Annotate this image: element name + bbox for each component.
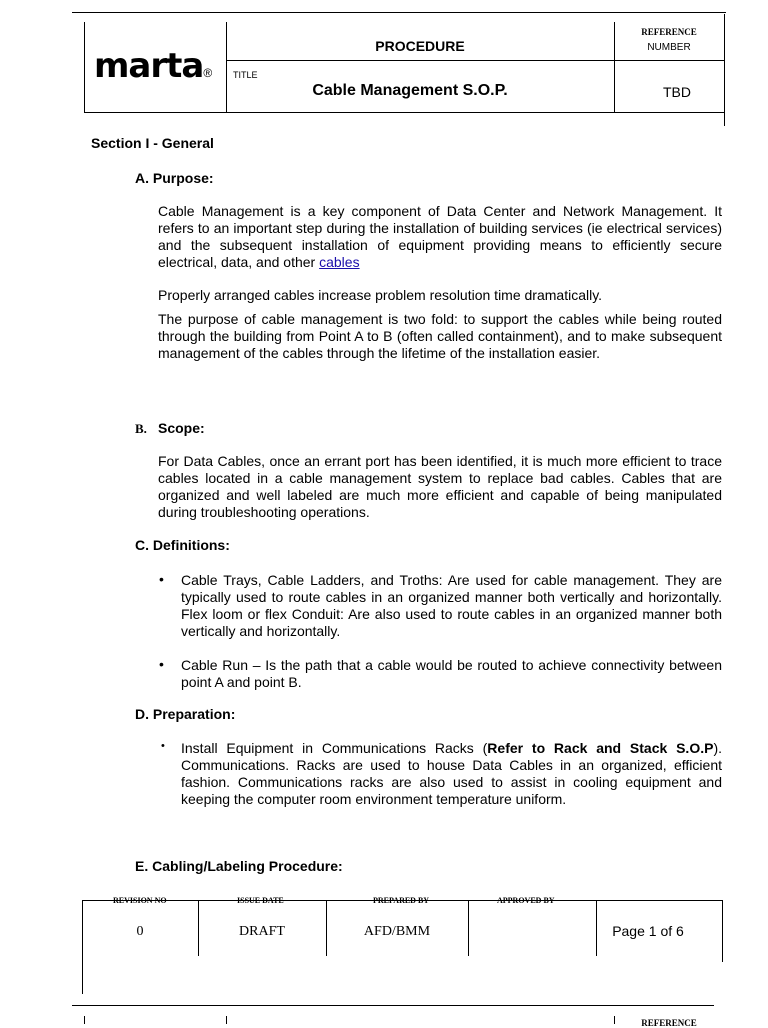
header-left-border — [84, 22, 85, 112]
purpose-paragraph-2: Properly arranged cables increase problem resolution time dramatically. — [158, 287, 603, 303]
procedure-label: PROCEDURE — [375, 38, 465, 54]
registered-mark: ® — [203, 66, 213, 80]
preparation-item — [181, 740, 722, 808]
revision-label: REVISION NO — [113, 896, 167, 905]
scope-paragraph: For Data Cables, once an errant port has been identified, it is much more efficient to trace cables located in a cable management system to replace bad cables. Cables that are organized and well labeled are much more efficient and capable of being manipulated during troubleshooting operations. — [158, 453, 722, 520]
cables-link[interactable]: cables — [319, 254, 360, 270]
preparation-text-after: ). Communications. Racks are used to house Data Cables in an organized, efficient fashion. Communications racks are also used to assist in cooling equipment and keeping the computer room environment temperature uniform. — [181, 740, 722, 807]
footer-right-border — [722, 900, 723, 962]
page-break-rule — [72, 1005, 714, 1006]
footer-left-border — [82, 900, 83, 994]
purpose-p1-text: Cable Management is a key component of Data Center and Network Management. It refers to an important step during the installation of building services (ie electrical services) and the subsequent installation of equipment providing means to efficiently secure electrical, data, and other — [158, 203, 722, 270]
next-logo-divider — [226, 1016, 227, 1024]
header-mid-rule — [226, 60, 724, 61]
purpose-paragraph-1 — [158, 203, 722, 271]
purpose-heading: A. Purpose: — [135, 170, 214, 186]
next-reference-label: REFERENCE — [641, 1018, 697, 1028]
bullet-icon: • — [159, 571, 164, 587]
title-label: TITLE — [233, 70, 258, 80]
definition-item: Cable Trays, Cable Ladders, and Troths: Are used for cable management. They are typically used to route cables in an organized manner both vertically and horizontally. Flex loom or flex Conduit: Are also used to route cables in an organized manner both vertically and horizontally. — [181, 572, 722, 639]
reference-label: REFERENCE — [641, 27, 697, 37]
preparation-heading: D. Preparation: — [135, 706, 236, 722]
reference-number: TBD — [663, 84, 691, 100]
number-label: NUMBER — [647, 42, 691, 53]
header-bottom-rule — [84, 112, 724, 113]
definition-item: Cable Run – Is the path that a cable would be routed to achieve connectivity between point A and point B. — [181, 657, 722, 690]
revision-value: 0 — [136, 924, 144, 939]
scope-heading: Scope: — [158, 420, 205, 436]
prepared-by-value: AFD/BMM — [363, 924, 431, 939]
document-title: Cable Management S.O.P. — [312, 82, 508, 99]
header-right-border — [724, 14, 725, 126]
issue-date-value: DRAFT — [239, 924, 285, 939]
prepared-by-label: PREPARED BY — [373, 896, 430, 905]
approved-by-label: APPROVED BY — [497, 896, 555, 905]
next-left-border — [84, 1016, 85, 1024]
bullet-icon: • — [159, 656, 164, 672]
bullet-icon: • — [161, 740, 165, 752]
rack-stack-reference: Refer to Rack and Stack S.O.P — [487, 740, 714, 756]
definitions-heading: C. Definitions: — [135, 537, 230, 553]
footer-divider-3 — [468, 900, 469, 956]
preparation-text-before: Install Equipment in Communications Racks ( — [181, 740, 488, 756]
cabling-heading: E. Cabling/Labeling Procedure: — [135, 858, 343, 874]
logo-text: marta — [94, 46, 204, 86]
issue-date-label: ISSUE DATE — [237, 896, 284, 905]
section-heading: Section I - General — [91, 135, 214, 151]
scope-letter: B. — [135, 421, 147, 436]
marta-logo — [94, 46, 212, 93]
header-top-rule — [72, 12, 726, 13]
page-number: Page 1 of 6 — [612, 923, 684, 939]
purpose-paragraph-3: The purpose of cable management is two fold: to support the cables while being routed through the building from Point A to B (often called containment), and to make subsequent management of the cables through the lifetime of the installation easier. — [158, 311, 722, 361]
